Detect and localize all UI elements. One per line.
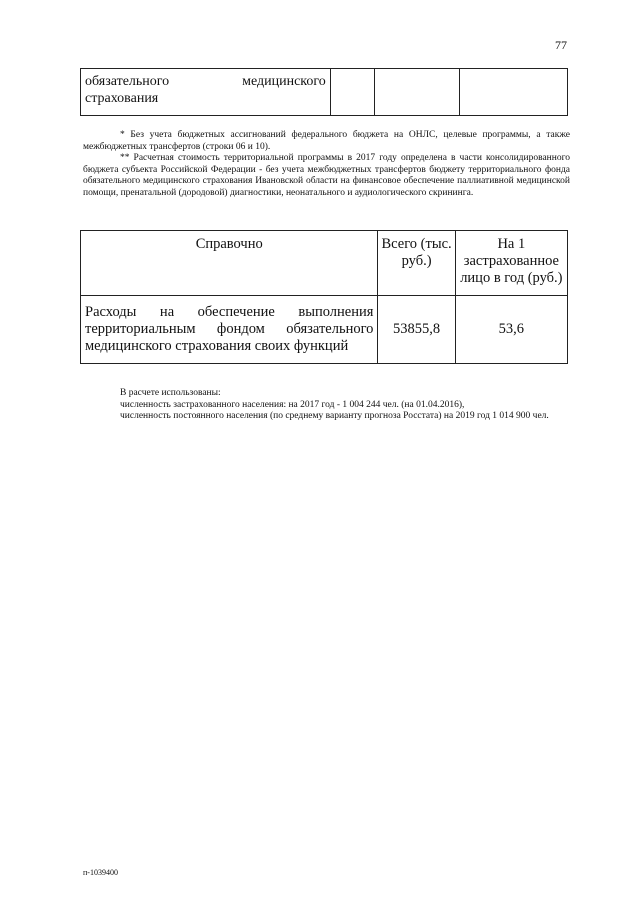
table-row [81,69,568,116]
row-label: Расходы на обеспечение выполнения территориальным фондом обязательного медицинского страхования своих функций [81,296,378,364]
page-number: 77 [555,38,567,52]
calc-line-1: численность застрахованного населения: на 2017 год - 1 004 244 чел. (на 01.04.2016), [120,399,465,410]
table-cell-empty [459,69,567,116]
table-cell-empty [375,69,459,116]
header-total: Всего (тыс. руб.) [378,231,455,296]
row-total: 53855,8 [378,296,455,364]
table-header-row [81,231,568,296]
footnote-1: * Без учета бюджетных ассигнований федерального бюджета на ОНЛС, целевые программы, а также межбюджетных трансфертов (строки 06 и 10). [83,130,570,152]
header-reference: Справочно [81,231,378,296]
calc-line-2: численность постоянного населения (по среднему варианту прогноза Росстата) на 2019 год 1 014 900 чел. [120,411,549,421]
row-label-text: обязательного медицинского страхования [85,74,326,106]
table-cell-empty [330,69,375,116]
table-row [81,296,568,364]
calculation-notes [83,388,570,423]
header-per-person: На 1 застрахованное лицо в год (руб.) [455,231,567,296]
continued-table [80,68,568,116]
calc-intro: В расчете использованы: [120,388,221,398]
footnotes [83,130,570,199]
table-cell-label [81,69,331,116]
footnote-2: ** Расчетная стоимость территориальной программы в 2017 году определена в части консолидированного бюджета субъекта Российской Федерации - без учета межбюджетных трансфертов бюджету территориального фонда обязательного медицинского страхования Ивановской области на финансовое обеспечение паллиативной медицинской помощи, пренатальной (дородовой) диагностики, неонатального и аудиологического скрининга. [83,153,570,198]
row-per-person: 53,6 [455,296,567,364]
document-code: п-1039400 [83,868,118,877]
reference-table [80,230,568,364]
